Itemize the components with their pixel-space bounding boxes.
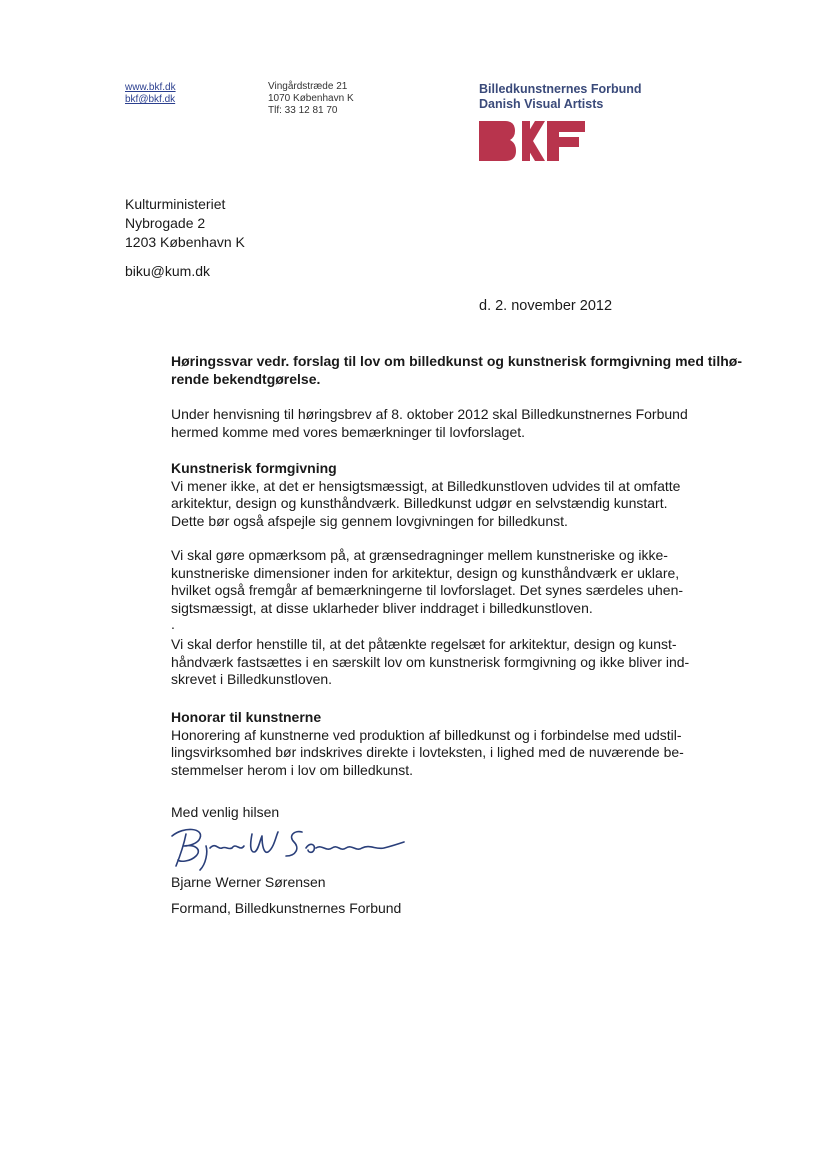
stray-dot: . xyxy=(171,616,175,632)
address-street: Vingårdstræde 21 xyxy=(268,81,348,92)
subject-line-1: Høringssvar vedr. forslag til lov om billedkunst og kunstnerisk formgivning med tilhø- xyxy=(171,353,742,369)
paragraph-line: Vi skal derfor henstille til, at det påtænkte regelsæt for arkitektur, design og kunst- xyxy=(171,636,677,652)
paragraph-line: kunstneriske dimensioner inden for arkitektur, design og kunsthåndværk er uklare, xyxy=(171,564,680,581)
intro-line: Under henvisning til høringsbrev af 8. oktober 2012 skal Billedkunstnernes Forbund xyxy=(171,406,688,422)
paragraph-line: arkitektur, design og kunsthåndværk. Billedkunst udgør en selvstændig kunstart. xyxy=(171,495,668,511)
signer-title: Formand, Billedkunstnernes Forbund xyxy=(171,900,402,916)
recipient-email: biku@kum.dk xyxy=(125,263,211,279)
paragraph-line: skrevet i Billedkunstloven. xyxy=(171,671,333,687)
subject-line-2: rende bekendtgørelse. xyxy=(171,371,321,387)
intro-line: hermed komme med vores bemærkninger til lovforslaget. xyxy=(171,423,526,440)
closing-salutation: Med venlig hilsen xyxy=(171,804,280,820)
recipient-name: Kulturministeriet xyxy=(125,196,226,212)
letterhead-contact xyxy=(125,82,176,106)
signer-name: Bjarne Werner Sørensen xyxy=(171,874,326,890)
org-name-en: Danish Visual Artists xyxy=(479,97,604,111)
paragraph-line: Honorering af kunstnerne ved produktion af billedkunst og i forbindelse med udstil- xyxy=(171,726,682,743)
paragraph-line: stemmelser herom i lov om billedkunst. xyxy=(171,761,413,778)
email-link[interactable]: bkf@bkf.dk xyxy=(125,94,176,105)
intro-paragraph xyxy=(171,406,688,441)
paragraph-line: Vi skal gøre opmærksom på, at grænsedragninger mellem kunstneriske og ikke- xyxy=(171,547,668,563)
org-name-da: Billedkunstnernes Forbund xyxy=(479,82,642,96)
recipient-city: 1203 København K xyxy=(125,234,245,250)
letter-date: d. 2. november 2012 xyxy=(479,298,613,314)
address-phone: Tlf: 33 12 81 70 xyxy=(268,105,338,116)
section1-paragraph-3 xyxy=(171,636,689,689)
paragraph-line: hvilket også fremgår af bemærkningerne til lovforslaget. Det synes særdeles uhen- xyxy=(171,582,684,598)
section1-paragraph-2 xyxy=(171,547,683,631)
paragraph-line: Dette bør også afspejle sig gennem lovgivningen for billedkunst. xyxy=(171,512,568,529)
section-kunstnerisk-formgivning xyxy=(171,460,680,530)
organization-name xyxy=(479,82,642,112)
subject-heading xyxy=(171,352,742,388)
section-honorar xyxy=(171,709,684,779)
recipient-street: Nybrogade 2 xyxy=(125,215,206,231)
section-heading: Kunstnerisk formgivning xyxy=(171,460,337,476)
address-city: 1070 København K xyxy=(268,93,354,104)
handwritten-signature xyxy=(170,822,410,872)
recipient-block xyxy=(125,195,245,252)
paragraph-line: håndværk fastsættes i en særskilt lov om kunstnerisk formgivning og ikke bliver ind- xyxy=(171,653,690,670)
section-heading: Honorar til kunstnerne xyxy=(171,709,322,725)
bkf-logo xyxy=(479,121,585,161)
website-link[interactable]: www.bkf.dk xyxy=(125,82,176,93)
paragraph-line: lingsvirksomhed bør indskrives direkte i lovteksten, i lighed med de nuværende be- xyxy=(171,744,684,760)
letterhead-address xyxy=(268,81,354,117)
paragraph-line: sigtsmæssigt, at disse uklarheder bliver inddraget i billedkunstloven. xyxy=(171,599,593,616)
paragraph-line: Vi mener ikke, at det er hensigtsmæssigt, at Billedkunstloven udvides til at omfatte xyxy=(171,477,681,494)
